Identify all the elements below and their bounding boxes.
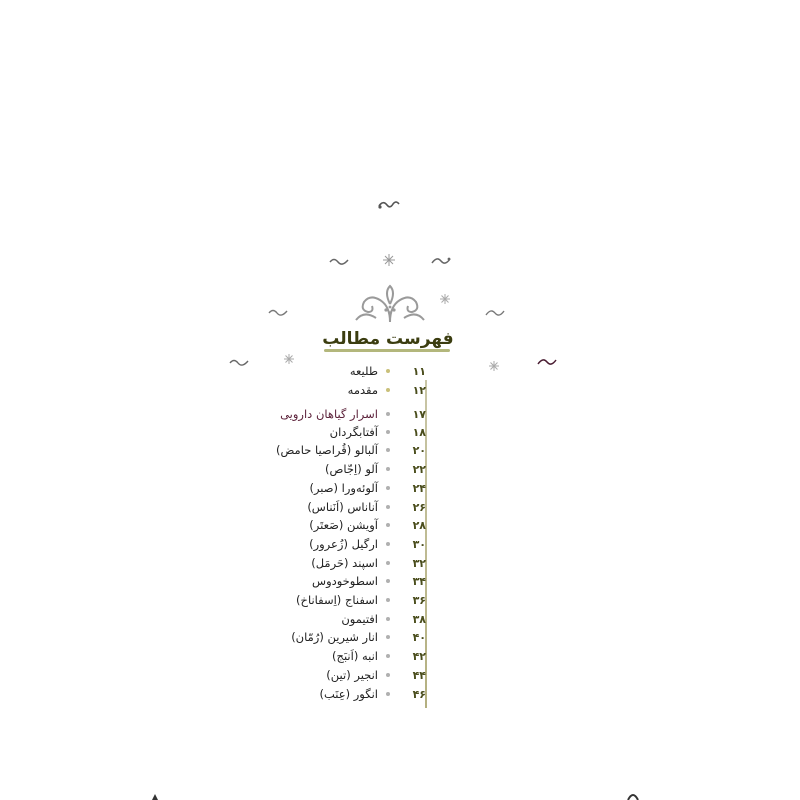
toc-entry — [270, 382, 426, 399]
toc-entry — [270, 406, 426, 423]
toc-entry — [270, 629, 426, 646]
star-ornament-4 — [488, 360, 500, 372]
toc-entry-title: آلوئه‌ورا (صبر) — [309, 481, 378, 495]
toc-entry — [270, 442, 426, 459]
toc-page-number: ۳۸ — [412, 613, 426, 626]
toc-entry-title: طلیعه — [349, 364, 378, 378]
toc-page-number: ۴۲ — [412, 650, 426, 663]
bullet-dot-icon — [386, 430, 390, 434]
swirl-ornament-top — [377, 198, 401, 212]
toc-page-number: ۳۰ — [412, 538, 426, 551]
toc-page-number: ۴۰ — [412, 631, 426, 644]
toc-entry-title: انگور (عِنَب) — [319, 687, 378, 701]
title-underline — [324, 349, 450, 352]
corner-mark-left-icon — [150, 790, 160, 800]
toc-page-number: ۴۴ — [412, 669, 426, 682]
bullet-dot-icon — [386, 579, 390, 583]
toc-entry-title: آناناس (اَنَناس) — [307, 500, 378, 514]
toc-page-number: ۳۴ — [412, 575, 426, 588]
toc-entry-title: اسطوخودوس — [312, 574, 378, 588]
bullet-dot-icon — [386, 692, 390, 696]
toc-entry-title: آفتابگردان — [329, 425, 378, 439]
swirl-ornament-left-1 — [328, 256, 350, 268]
toc-entry-title: افتیمون — [341, 612, 378, 626]
toc-entry — [270, 461, 426, 478]
star-ornament-2 — [439, 293, 451, 305]
bullet-dot-icon — [386, 412, 390, 416]
toc-page-number: ۱۲ — [412, 384, 426, 397]
swirl-ornament-right-1 — [430, 254, 452, 268]
bullet-dot-icon — [386, 561, 390, 565]
bullet-dot-icon — [386, 635, 390, 639]
arabesque-crest-icon — [350, 282, 430, 326]
toc-entry-title: آویشن (صَعتَر) — [309, 518, 378, 532]
toc-entry — [270, 686, 426, 703]
bullet-dot-icon — [386, 388, 390, 392]
toc-entry-title: آلبالو (قُراصیا حامض) — [275, 443, 378, 457]
swirl-ornament-right-3 — [536, 355, 558, 369]
toc-entry-title: انار شیرین (رُمّان) — [291, 630, 378, 644]
bullet-dot-icon — [386, 486, 390, 490]
toc-title: فهرست مطالب — [322, 329, 454, 349]
toc-page-number: ۲۲ — [412, 463, 426, 476]
bullet-dot-icon — [386, 467, 390, 471]
swirl-ornament-left-2 — [267, 307, 289, 319]
toc-entry-title: انبه (اَنبَج) — [332, 649, 378, 663]
bullet-dot-icon — [386, 673, 390, 677]
toc-entry — [270, 480, 426, 497]
toc-entry-title: ارگیل (زُعرور) — [309, 537, 378, 551]
toc-page-number: ۳۲ — [412, 557, 426, 570]
bullet-dot-icon — [386, 617, 390, 621]
toc-entry-title: اسپند (حَرمَل) — [311, 556, 378, 570]
bullet-dot-icon — [386, 523, 390, 527]
toc-entry — [270, 573, 426, 590]
toc-page-number: ۱۱ — [412, 365, 426, 378]
bullet-dot-icon — [386, 654, 390, 658]
toc-entry — [270, 517, 426, 534]
toc-page-number: ۳۶ — [412, 594, 426, 607]
star-ornament-1 — [382, 253, 396, 267]
toc-entry-title: آلو (اِجّاص) — [325, 462, 378, 476]
corner-mark-right-icon — [626, 788, 640, 800]
toc-entry-title: مقدمه — [347, 383, 378, 397]
toc-entry — [270, 499, 426, 516]
toc-page-number: ۲۸ — [412, 519, 426, 532]
toc-entry — [270, 611, 426, 628]
toc-page-number: ۱۸ — [412, 426, 426, 439]
swirl-ornament-right-2 — [484, 306, 506, 320]
bullet-dot-icon — [386, 542, 390, 546]
toc-entry-title: اسرار گیاهان دارویی — [280, 407, 378, 421]
toc-page-number: ۴۶ — [412, 688, 426, 701]
bullet-dot-icon — [386, 369, 390, 373]
toc-entry-title: اسفناج (اِسفاناخ) — [296, 593, 378, 607]
bullet-dot-icon — [386, 505, 390, 509]
toc-page-number: ۲۶ — [412, 501, 426, 514]
toc-page-number: ۱۷ — [412, 408, 426, 421]
toc-entry — [270, 424, 426, 441]
toc-entry — [270, 363, 426, 380]
bullet-dot-icon — [386, 448, 390, 452]
swirl-ornament-left-3 — [228, 357, 250, 369]
toc-entry-title: انجیر (تین) — [326, 668, 378, 682]
toc-page-number: ۲۰ — [412, 444, 426, 457]
toc-page-number: ۲۴ — [412, 482, 426, 495]
toc-entry — [270, 667, 426, 684]
toc-entry — [270, 592, 426, 609]
toc-entry — [270, 555, 426, 572]
toc-entry — [270, 536, 426, 553]
toc-entry — [270, 648, 426, 665]
bullet-dot-icon — [386, 598, 390, 602]
